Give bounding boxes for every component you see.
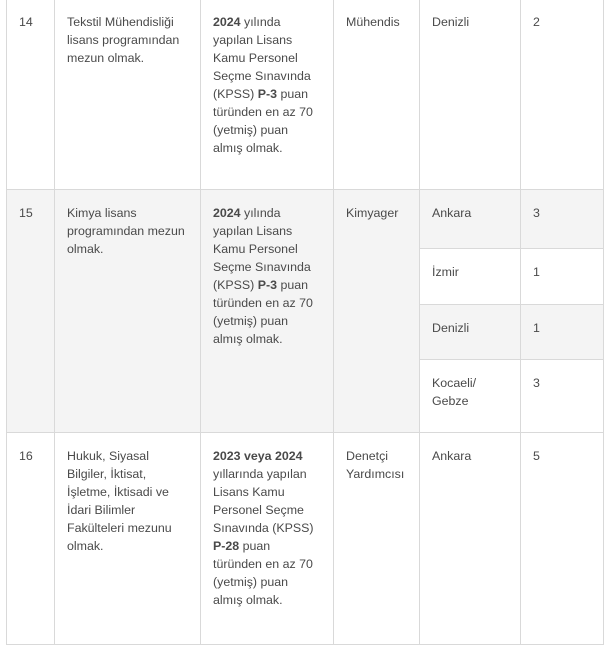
table-row bbox=[7, 0, 604, 190]
kpss-text-part1: yılında yapılan Lisans Kamu Personel Seçme Sınavında (KPSS) bbox=[213, 206, 311, 292]
kpss-year: 2024 bbox=[213, 15, 241, 29]
count-cell: 5 bbox=[521, 433, 604, 645]
kpss-year: 2024 bbox=[213, 206, 241, 220]
count-cell: 1 bbox=[521, 249, 604, 305]
kpss-year: 2023 veya 2024 bbox=[213, 449, 303, 463]
kpss-text-part1: yılında yapılan Lisans Kamu Personel Seçme Sınavında (KPSS) bbox=[213, 15, 311, 101]
kpss-text-part2: puan türünden en az 70 (yetmiş) puan almış olmak. bbox=[213, 87, 313, 155]
count-cell: 2 bbox=[521, 0, 604, 190]
kpss-requirement bbox=[201, 433, 334, 645]
row-number: 14 bbox=[7, 0, 55, 190]
city-cell: Denizli bbox=[420, 305, 521, 360]
kpss-score-type: P-3 bbox=[257, 278, 278, 292]
row-number: 15 bbox=[7, 190, 55, 433]
row-number: 16 bbox=[7, 433, 55, 645]
kpss-requirement bbox=[201, 0, 334, 190]
count-cell: 3 bbox=[521, 190, 604, 249]
kpss-text-part2: puan türünden en az 70 (yetmiş) puan almış olmak. bbox=[213, 539, 313, 607]
count-cell: 3 bbox=[521, 360, 604, 433]
table-row bbox=[7, 190, 604, 249]
education-requirement: Hukuk, Siyasal Bilgiler, İktisat, İşletme, İktisadi ve İdari Bilimler Fakülteleri mezunu olmak. bbox=[55, 433, 201, 645]
kpss-text-part2: puan türünden en az 70 (yetmiş) puan almış olmak. bbox=[213, 278, 313, 346]
positions-table bbox=[6, 0, 604, 645]
city-cell: Ankara bbox=[420, 433, 521, 645]
city-cell: İzmir bbox=[420, 249, 521, 305]
city-cell: Ankara bbox=[420, 190, 521, 249]
education-requirement: Kimya lisans programından mezun olmak. bbox=[55, 190, 201, 433]
city-cell: Denizli bbox=[420, 0, 521, 190]
kpss-text-part1: yıllarında yapılan Lisans Kamu Personel Seçme Sınavında (KPSS) bbox=[213, 467, 314, 535]
position-title: Mühendis bbox=[334, 0, 420, 190]
table-row bbox=[7, 433, 604, 645]
position-title: Kimyager bbox=[334, 190, 420, 433]
position-title: Denetçi Yardımcısı bbox=[334, 433, 420, 645]
kpss-requirement bbox=[201, 190, 334, 433]
city-cell: Kocaeli/ Gebze bbox=[420, 360, 521, 433]
education-requirement: Tekstil Mühendisliği lisans programından mezun olmak. bbox=[55, 0, 201, 190]
count-cell: 1 bbox=[521, 305, 604, 360]
kpss-score-type: P-28 bbox=[213, 539, 240, 553]
kpss-score-type: P-3 bbox=[257, 87, 278, 101]
